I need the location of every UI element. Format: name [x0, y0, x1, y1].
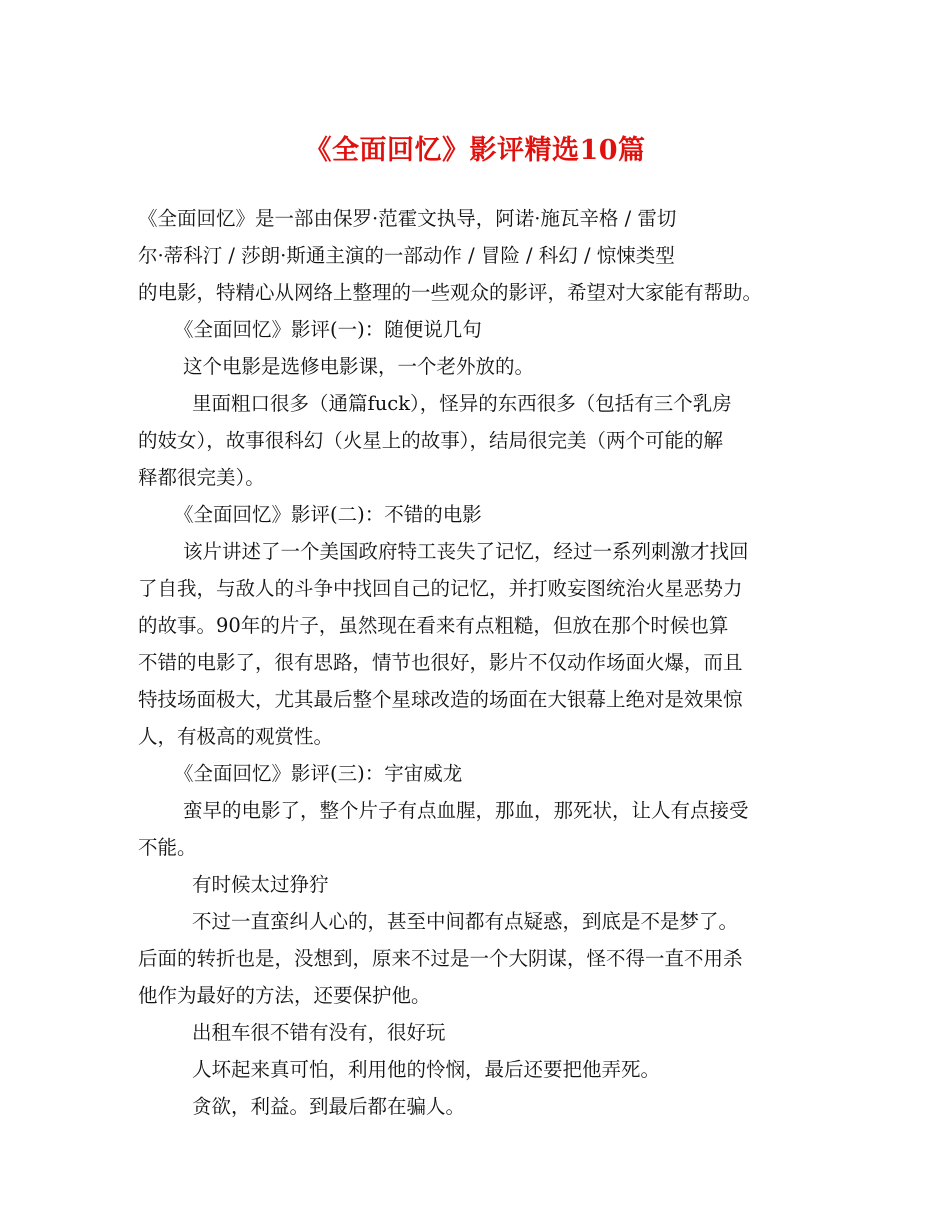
- body-line: 里面粗口很多（通篇fuck），怪异的东西很多（包括有三个乳房: [192, 392, 732, 415]
- review-heading-3: 《全面回忆》影评(三)：宇宙威龙: [174, 762, 463, 785]
- review-heading-1: 《全面回忆》影评(一)：随便说几句: [174, 318, 482, 341]
- document-body: [138, 200, 818, 1125]
- body-line: 的故事。90年的片子，虽然现在看来有点粗糙，但放在那个时候也算: [138, 614, 729, 637]
- body-line: 尔·蒂科汀 / 莎朗·斯通主演的一部动作 / 冒险 / 科幻 / 惊悚类型: [138, 244, 675, 267]
- body-line: 的电影，特精心从网络上整理的一些观众的影评，希望对大家能有帮助。: [138, 281, 763, 304]
- body-line: 的妓女），故事很科幻（火星上的故事），结局很完美（两个可能的解: [138, 429, 724, 452]
- body-line: 他作为最好的方法，还要保护他。: [138, 984, 431, 1007]
- body-line: 后面的转折也是，没想到，原来不过是一个大阴谋，怪不得一直不用杀: [138, 947, 743, 970]
- body-line: 有时候太过狰狞: [192, 873, 329, 896]
- body-line-intro: 《全面回忆》是一部由保罗·范霍文执导，阿诺·施瓦辛格 / 雷切: [138, 207, 677, 230]
- body-line: 蛮早的电影了，整个片子有点血腥，那血，那死状，让人有点接受: [183, 799, 749, 822]
- body-line: 不错的电影了，很有思路，情节也很好，影片不仅动作场面火爆，而且: [138, 651, 743, 674]
- body-line: 该片讲述了一个美国政府特工丧失了记忆，经过一系列刺激才找回: [183, 540, 749, 563]
- body-line: 人坏起来真可怕，利用他的怜悯，最后还要把他弄死。: [192, 1058, 661, 1081]
- body-line: 释都很完美）。: [138, 466, 265, 489]
- body-line: 不能。: [138, 836, 197, 859]
- body-line: 这个电影是选修电影课，一个老外放的。: [183, 355, 535, 378]
- body-line: 特技场面极大，尤其最后整个星球改造的场面在大银幕上绝对是效果惊: [138, 688, 743, 711]
- body-line: 贪欲，利益。到最后都在骗人。: [192, 1095, 466, 1118]
- body-line: 不过一直蛮纠人心的，甚至中间都有点疑惑，到底是不是梦了。: [192, 910, 739, 933]
- review-heading-2: 《全面回忆》影评(二)：不错的电影: [174, 503, 482, 526]
- body-line: 了自我，与敌人的斗争中找回自己的记忆，并打败妄图统治火星恶势力: [138, 577, 743, 600]
- document-title: 《全面回忆》影评精选10篇: [304, 135, 646, 166]
- body-line: 出租车很不错有没有，很好玩: [192, 1021, 446, 1044]
- body-line: 人，有极高的观赏性。: [138, 725, 334, 748]
